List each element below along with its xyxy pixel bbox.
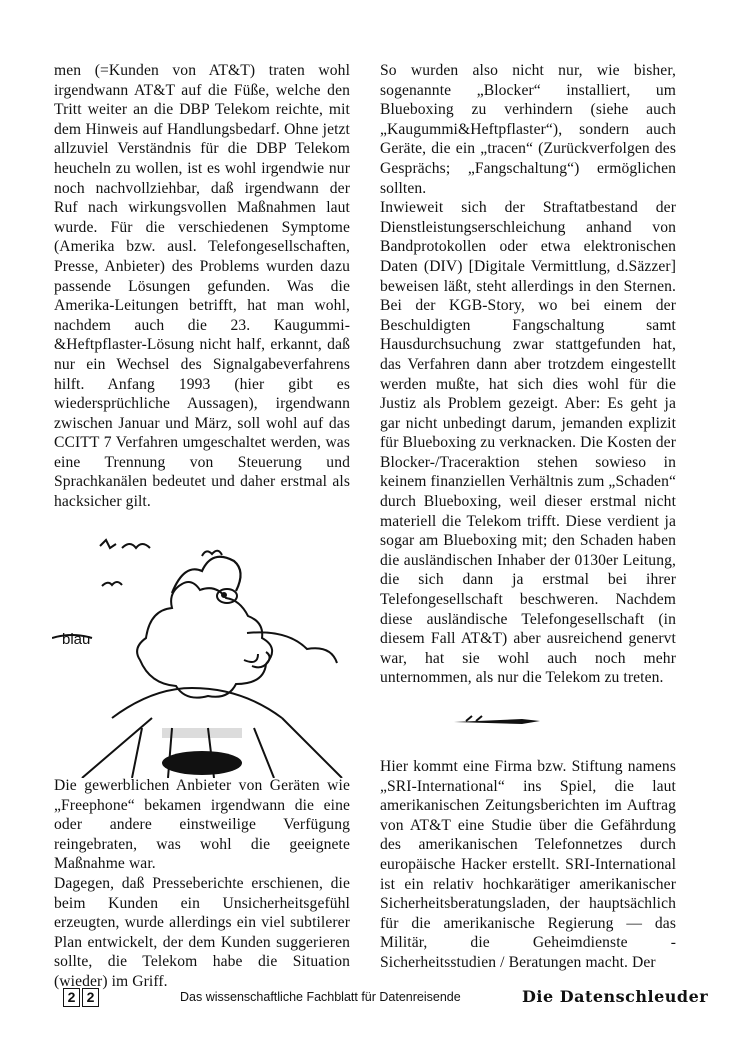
cartoon-label: blau (62, 631, 91, 648)
page-digit: 2 (82, 988, 99, 1007)
paragraph: Die gewerblichen Anbieter von Geräten wie „Freephone“ bekamen irgendwann die eine oder andere einstweilige Verfügung reingebraten, was wohl die geeignete Maßnahme war. (54, 777, 350, 873)
cartoon-illustration (52, 528, 352, 778)
bird-icon (102, 582, 122, 586)
bird-icon (202, 551, 222, 556)
paragraph: men (=Kunden von AT&T) traten wohl irgendwann AT&T auf die Füße, welche den Tritt weiter an die DBP Telekom reichte, mit dem Hinweis auf Handlungsbedarf. Ohne jetzt allzuviel Verständnis für die DBP Telekom heucheln zu wollen, ist es wohl irgendwie nur noch nachvollziehbar, daß irgendwann der Ruf nach wirkungsvollen Maßnahmen laut wurde. Für die verschiedenen Symptome (Amerika bzw. ausl. Telefongesellschaften, Presse, Anbieter) des Problems wurden dazu passende Lösungen gefunden. Was die Amerika-Leitungen betrifft, hat man wohl, nachdem auch die 23. Kaugummi-&Heftpflaster-Lösung nicht half, erkannt, daß nur ein Wechsel des Signalgabeverfahrens hilft. Anfang 1993 (hier gibt es wiedersprüchliche Aussagen), irgendwann zwischen Januar und März, soll wohl auf das CCITT 7 Verfahren umgeschaltet werden, was eine Trennung von Steuerung und Sprachkanälen bedeutet und daher erstmal als hacksicher gilt. (54, 62, 350, 511)
paragraph: So wurden also nicht nur, wie bisher, sogenannte „Blocker“ installiert, um Blueboxing zu verhindern (siehe auch „Kaugummi&Heftpflaster“), sondern auch Geräte, die ein „tracen“ (Zurückverfolgen des Gesprächs; „Fangschaltung“) ermöglichen sollten. (380, 62, 676, 197)
bird-icon (100, 540, 116, 548)
page-digit: 2 (63, 988, 80, 1007)
left-column-lower-text (54, 776, 350, 992)
right-column-lower-text (380, 757, 676, 973)
right-column-text (380, 61, 676, 688)
bird-icon (122, 544, 150, 548)
footer-tagline: Das wissenschaftliche Fachblatt für Datenreisende (180, 990, 461, 1004)
masthead: Die Datenschleuder (522, 987, 709, 1006)
page-footer (0, 988, 739, 1012)
section-divider (452, 712, 542, 730)
paragraph: Hier kommt eine Firma bzw. Stiftung namens „SRI-International“ ins Spiel, die laut amerikanischen Zeitungsberichten im Auftrag von AT&T eine Studie über die Gefährdung des amerikanischen Telefonnetzes durch europäische Hacker erstellt. SRI-International ist ein relativ hochkarätiger amerikanischer Sicherheitsberatungsladen, der hauptsächlich für die amerikanische Regierung — das Militär, die Geheimdienste - Sicherheitsstudien / Beratungen macht. Der (380, 758, 676, 971)
left-column-text (54, 61, 350, 512)
paragraph: Dagegen, daß Presseberichte erschienen, die beim Kunden ein Unsicherheitsgefühl erzeugten, wurde allerdings ein viel subtilerer Plan entwickelt, der dem Kunden suggerieren sollte, die Telekom habe die Situation (wieder) im Griff. (54, 874, 350, 990)
page-number (63, 988, 99, 1006)
paragraph: Inwieweit sich der Straftatbestand der Dienstleistungserschleichung anhand von Bandprotokollen oder etwa elektronischen Daten (DIV) [Digitale Vermittlung, d.Säzzer] beweisen läßt, steht allerdings in den Sternen. Bei der KGB-Story, wo bei einem der Beschuldigten Fangschaltung samt Hausdurchsuchung zwar stattgefunden hat, das Verfahren dann aber trotzdem eingestellt werden mußte, hat sich dies wohl für die Justiz als Problem gezeigt. Aber: Es geht ja gar nicht unbedingt darum, jemanden explizit für Blueboxing zu verknacken. Die Kosten der Blocker-/Traceraktion stehen sowieso in keinem finanziellen Verhältnis zum „Schaden“ durch Blueboxing, weil dieser erstmal nicht materiell die Telekom trifft. Diese verdient ja sogar am Blueboxing mit; den Schaden haben die ausländischen Inhaber der 0130er Leitung, die sich dann ja erstmal bei ihrer Telefongesellschaft beschweren. Nachdem diese ausländische Telefongesellschaft (in diesem Fall AT&T) aber ausreichend genervt war, hat sie wohl auch noch mehr unternommen, als nur die Telekom zu treten. (380, 199, 676, 687)
